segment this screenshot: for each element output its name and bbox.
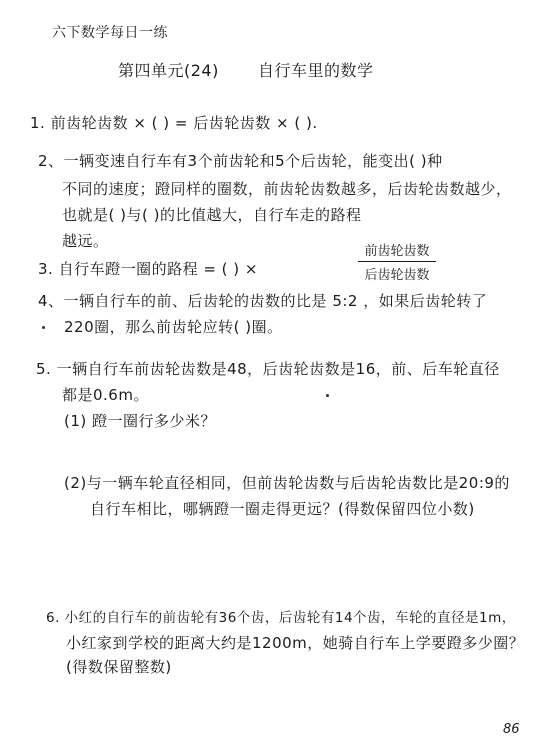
stray-pen-mark [326,394,329,397]
stray-pen-mark [42,326,45,329]
question-2-line-3: 也就是( )与( )的比值越大，自行车走的路程 [62,206,362,224]
question-5-sub-2-line-2: 自行车相比，哪辆蹬一圈走得更远？(得数保留四位小数) [90,500,475,518]
question-5-sub-2-line-1: (2)与一辆车轮直径相同，但前齿轮齿数与后齿轮齿数比是20:9的 [64,474,510,492]
question-4-line-2: 220圈，那么前齿轮应转( )圈。 [64,318,283,336]
question-2-line-2: 不同的速度；蹬同样的圈数，前齿轮齿数越多，后齿轮齿数越少， [62,180,512,198]
gear-ratio-fraction [358,240,436,283]
question-2-line-1: 2、一辆变速自行车有3个前齿轮和5个后齿轮，能变出( )种 [38,152,443,170]
worksheet-header: 六下数学每日一练 [52,25,168,41]
question-4-line-1: 4、一辆自行车的前、后齿轮的齿数的比是 5:2 ，如果后齿轮转了 [38,292,488,310]
question-6-line-2: 小红家到学校的距离大约是1200m，她骑自行车上学要蹬多少圈？ [66,634,525,652]
question-5-line-2: 都是0.6m。 [62,386,149,404]
unit-title: 第四单元(24) [118,61,219,80]
question-3: 3. 自行车蹬一圈的路程 = ( ) × [38,260,258,278]
fraction-numerator: 前齿轮齿数 [364,244,430,259]
question-1: 1. 前齿轮齿数 × ( ) = 后齿轮齿数 × ( ). [30,114,318,132]
question-6-line-3: (得数保留整数) [66,658,172,676]
question-5-sub-1: (1) 蹬一圈行多少米？ [64,412,217,430]
topic-title: 自行车里的数学 [258,61,374,80]
question-6-line-1: 6. 小红的自行车的前齿轮有36个齿，后齿轮有14个齿，车轮的直径是1m， [46,610,516,626]
page-number: 86 [503,722,520,737]
fraction-denominator: 后齿轮齿数 [364,268,430,283]
question-5-line-1: 5. 一辆自行车前齿轮齿数是48，后齿轮齿数是16，前、后车轮直径 [36,360,500,378]
question-2-line-4: 越远。 [62,232,109,250]
